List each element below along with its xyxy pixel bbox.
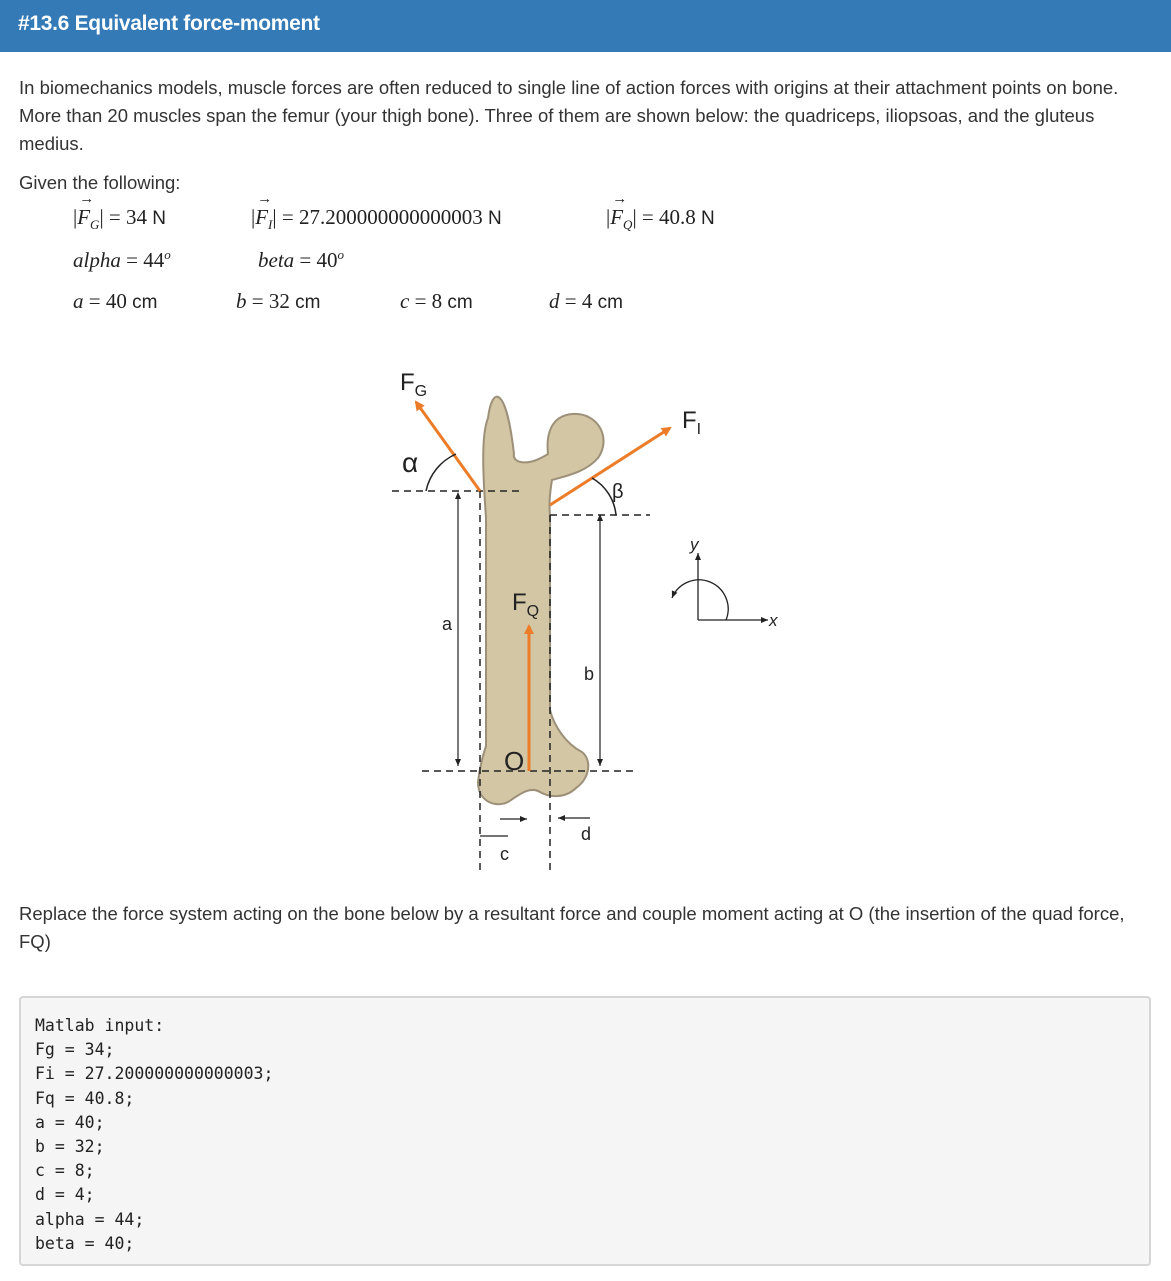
d-value bbox=[549, 289, 623, 314]
fg-symbol: → F bbox=[77, 205, 90, 230]
fi-unit: N bbox=[487, 208, 502, 229]
b-number: 32 bbox=[268, 289, 290, 313]
beta-value bbox=[258, 247, 344, 273]
label-b: b bbox=[584, 664, 595, 684]
fq-symbol: → F bbox=[610, 205, 623, 230]
b-name: b bbox=[236, 289, 247, 313]
fq-eq: = bbox=[641, 205, 654, 229]
b-unit: cm bbox=[295, 292, 321, 313]
given-label: Given the following: bbox=[19, 172, 181, 193]
alpha-name: alpha bbox=[73, 248, 121, 272]
c-value bbox=[400, 289, 473, 314]
force-g-arrow bbox=[416, 402, 480, 491]
a-value bbox=[73, 289, 157, 314]
b-eq: = bbox=[251, 289, 264, 313]
fi-subscript: I bbox=[268, 217, 273, 233]
code-line: Matlab input: bbox=[35, 1016, 165, 1035]
d-number: 4 bbox=[581, 289, 593, 313]
femur-bone bbox=[478, 397, 604, 805]
beta-number: 40 bbox=[316, 248, 338, 272]
fg-magnitude: |→ $F_G| = 34$ N bbox=[73, 205, 166, 233]
problem-title: #13.6 Equivalent force-moment bbox=[0, 0, 1171, 52]
label-alpha: α bbox=[402, 447, 419, 478]
code-line: c = 8; bbox=[35, 1161, 95, 1181]
code-line: alpha = 44; bbox=[35, 1209, 145, 1229]
c-eq: = bbox=[414, 289, 427, 313]
code-line: beta = 40; bbox=[35, 1233, 135, 1253]
intro-text: In biomechanics models, muscle forces are often reduced to single line of action forces with origins at their attachment points on bone. More than 20 muscles span the femur (your thigh bone). Three of them are shown below: the quadriceps, iliopsoas, and the gluteus medius. bbox=[19, 77, 1119, 154]
d-eq: = bbox=[564, 289, 577, 313]
fq-subscript: Q bbox=[623, 217, 633, 233]
a-name: a bbox=[73, 289, 84, 313]
question-text: Replace the force system acting on the bone below by a resultant force and couple moment acting at O (the insertion of the quad force, FQ) bbox=[19, 903, 1125, 952]
label-o: O bbox=[504, 746, 525, 776]
code-line: Fq = 40.8; bbox=[35, 1088, 135, 1108]
fg-unit: N bbox=[152, 208, 166, 229]
alpha-value bbox=[73, 247, 171, 273]
code-line: Fi = 27.200000000000003; bbox=[35, 1064, 274, 1084]
c-number: 8 bbox=[431, 289, 443, 313]
code-line: b = 32; bbox=[35, 1137, 105, 1157]
label-c: c bbox=[500, 844, 509, 864]
d-unit: cm bbox=[597, 292, 623, 313]
label-x: x bbox=[769, 611, 778, 630]
beta-degree: o bbox=[337, 247, 344, 262]
moment-sign-arc bbox=[672, 580, 728, 620]
fi-symbol: → F bbox=[255, 205, 268, 230]
code-line: d = 4; bbox=[35, 1185, 95, 1205]
label-fi: $F_I$ bbox=[682, 407, 702, 438]
femur-diagram bbox=[380, 358, 800, 878]
alpha-number: 44 bbox=[143, 248, 165, 272]
fq-magnitude: |→ $F_Q| = 40.8$ N bbox=[606, 205, 715, 233]
c-unit: cm bbox=[447, 292, 473, 313]
fi-value: 27.200000000000003 bbox=[298, 205, 483, 229]
beta-eq: = bbox=[299, 248, 312, 272]
a-unit: cm bbox=[132, 292, 158, 313]
b-value bbox=[236, 289, 320, 314]
alpha-degree: o bbox=[164, 247, 171, 262]
fq-value: 40.8 bbox=[659, 205, 696, 229]
label-y: y bbox=[690, 535, 699, 554]
label-beta: β bbox=[612, 481, 624, 503]
fq-unit: N bbox=[701, 208, 715, 229]
label-d: d bbox=[581, 824, 592, 844]
c-name: c bbox=[400, 289, 410, 313]
alpha-arc bbox=[426, 454, 456, 491]
a-eq: = bbox=[88, 289, 101, 313]
d-name: d bbox=[549, 289, 560, 313]
fg-eq: = bbox=[108, 205, 121, 229]
fi-magnitude: |→ $F_I| = 27.200000000000003$ N bbox=[251, 205, 502, 233]
code-line: a = 40; bbox=[35, 1112, 105, 1132]
fi-eq: = bbox=[281, 205, 294, 229]
alpha-eq: = bbox=[126, 248, 138, 272]
matlab-input-box[interactable] bbox=[19, 996, 1151, 1266]
label-fq: $F_Q$ bbox=[512, 589, 540, 620]
a-number: 40 bbox=[105, 289, 127, 313]
fg-subscript: G bbox=[90, 217, 100, 233]
beta-name: beta bbox=[258, 248, 295, 272]
fg-value: 34 bbox=[126, 205, 147, 229]
label-a: a bbox=[442, 614, 453, 634]
label-fg: $F_G$ bbox=[400, 369, 428, 400]
code-line: Fg = 34; bbox=[35, 1040, 115, 1060]
